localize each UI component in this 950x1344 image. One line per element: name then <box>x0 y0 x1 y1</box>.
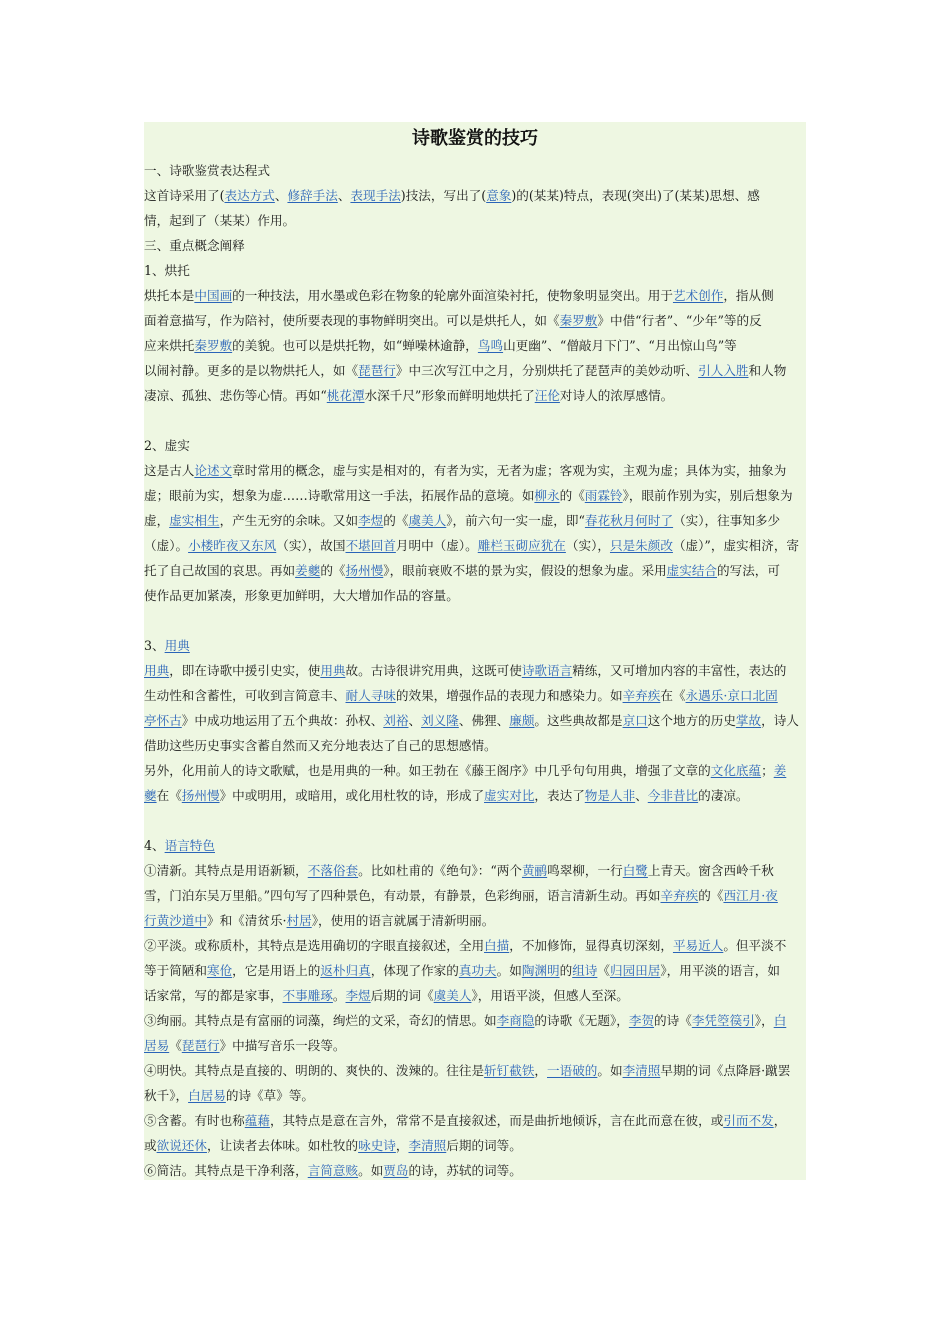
text-run: ，让读者去体味。如杜牧的 <box>206 1138 359 1153</box>
term-link[interactable]: 廉颇 <box>509 713 535 728</box>
text-run: 的写法，可 <box>717 563 780 578</box>
text-line <box>144 483 806 508</box>
term-link[interactable]: 表现手法 <box>350 188 401 203</box>
text-run: )的(某某)特点，表现(突出)了(某某)思想、感 <box>511 188 760 203</box>
text-line <box>144 783 806 808</box>
term-link[interactable]: 李清照 <box>622 1063 661 1078</box>
term-link[interactable]: 蕴藉 <box>244 1113 270 1128</box>
term-link[interactable]: 虚实结合 <box>666 563 718 578</box>
text-run: 面着意描写，作为陪衬，使所要表现的事物鲜明突出。可以是烘托人，如《 <box>144 313 560 328</box>
term-link[interactable]: 黄鹂 <box>521 863 548 878</box>
term-link[interactable]: 秦罗敷 <box>194 338 233 353</box>
text-run: 的《 <box>320 563 346 578</box>
text-run: 的《 <box>383 513 409 528</box>
text-run: 的美貌。也可以是烘托物，如“蝉噪林逾静， <box>232 338 478 353</box>
term-link[interactable]: 引而不发 <box>723 1113 774 1128</box>
text-run: 使作品更加紧凑，形象更加鲜明，大大增加作品的容量。 <box>144 588 459 603</box>
text-run: ，体现了作家的 <box>370 963 459 978</box>
text-run: 的诗，苏轼的词等。 <box>408 1163 522 1178</box>
text-run: （实），往事知多少 <box>673 513 781 528</box>
text-run: 》中描写音乐一段等。 <box>219 1038 346 1053</box>
text-line <box>144 1033 806 1058</box>
text-line <box>144 833 806 858</box>
text-run: )技法，写出了( <box>400 188 487 203</box>
text-run: 3、 <box>144 638 165 653</box>
text-run: 的《 <box>698 888 724 903</box>
text-run: ； <box>761 763 774 778</box>
text-line <box>144 233 806 258</box>
term-link[interactable]: 亭怀古 <box>144 713 182 728</box>
term-link[interactable]: 姜夔 <box>295 563 321 578</box>
text-line <box>144 433 806 458</box>
text-run: 对诗人的浓厚感情。 <box>559 388 674 403</box>
term-link[interactable]: 虞美人 <box>408 513 447 528</box>
term-link[interactable]: 李贺 <box>628 1013 655 1028</box>
term-link[interactable]: 雕栏玉砌应犹在 <box>477 538 566 553</box>
text-run: ，产生无穷的余味。又如 <box>219 513 359 528</box>
term-link[interactable]: 白 <box>773 1013 787 1028</box>
text-run: 凄凉、孤独、悲伤等心情。再如“ <box>144 388 327 403</box>
text-run: 托了自己故国的哀思。再如 <box>144 563 296 578</box>
text-line <box>144 508 806 533</box>
term-link[interactable]: 京口 <box>622 713 648 728</box>
term-link[interactable]: 中国画 <box>194 288 233 303</box>
text-run: （虚）。 <box>144 538 189 553</box>
text-run: 》，使用的语言就属于清新明丽。 <box>311 913 495 928</box>
text-run: 、 <box>337 188 351 203</box>
term-link[interactable]: 雨霖铃 <box>584 488 623 503</box>
text-line <box>144 758 806 783</box>
text-line <box>144 883 806 908</box>
text-line <box>144 1008 806 1033</box>
text-run: 话家常，写的都是家事， <box>144 988 283 1003</box>
blank-line <box>144 808 806 833</box>
term-link[interactable]: 扬州慢 <box>345 563 384 578</box>
term-link[interactable]: 艺术创作 <box>672 288 724 303</box>
term-link[interactable]: 不堪回首 <box>345 538 396 553</box>
text-run: 。这些典故都是 <box>534 713 623 728</box>
term-link[interactable]: 小楼昨夜又东风 <box>188 538 277 553</box>
text-run: 精练，又可增加内容的丰富性，表达的 <box>572 663 787 678</box>
text-run: 借助这些历史事实含蓄自然而又充分地表达了自己的思想感情。 <box>144 738 497 753</box>
text-run: 。比如杜甫的《绝句》：“两个 <box>358 863 522 878</box>
text-run: ，指从侧 <box>723 288 774 303</box>
term-link[interactable]: 引人入胜 <box>698 363 749 378</box>
term-link[interactable]: 姜 <box>773 763 787 778</box>
text-run: 《 <box>597 963 610 978</box>
text-run: 上青天。窗含西岭千秋 <box>647 863 774 878</box>
text-line <box>144 683 806 708</box>
text-run: 三、重点概念阐释 <box>144 238 245 253</box>
term-link[interactable]: 李清照 <box>408 1138 447 1153</box>
text-run: 章时常用的概念，虚与实是相对的，有者为实，无者为虚；客观为实，主观为虚；具体为实，抽象为 <box>232 463 787 478</box>
text-run: 应来烘托 <box>144 338 195 353</box>
term-link[interactable]: 村居 <box>286 913 312 928</box>
text-run: ，表达了 <box>534 788 585 803</box>
blank-line <box>144 608 806 633</box>
term-link[interactable]: 返朴归真 <box>320 963 371 978</box>
term-link[interactable]: 真功夫 <box>458 963 497 978</box>
text-run: 后期的词等。 <box>446 1138 522 1153</box>
term-link[interactable]: 李煜 <box>358 513 384 528</box>
page-title: 诗歌鉴赏的技巧 <box>412 128 538 149</box>
text-run: 》，前六句一实一虚，即“ <box>446 513 585 528</box>
text-line <box>144 583 806 608</box>
text-run: 鸣翠柳，一行 <box>547 863 623 878</box>
text-run: ，它是用语上的 <box>232 963 321 978</box>
text-run: 山更幽”、“僧敲月下门”、“月出惊山鸟”等 <box>503 338 737 353</box>
text-run: 生动性和含蓄性，可收到言简意丰、 <box>144 688 346 703</box>
text-run: 》中成功地运用了五个典故：孙权、 <box>181 713 384 728</box>
text-run: 情，起到了（某某）作用。 <box>144 213 296 228</box>
text-line <box>144 1133 806 1158</box>
text-run: 虚；眼前为实，想象为虚……诗歌常用这一手法，拓展作品的意境。如 <box>144 488 535 503</box>
text-run: 和人物 <box>748 363 787 378</box>
text-run: 这是古人 <box>144 463 195 478</box>
term-link[interactable]: 永遇乐·京口北固 <box>685 688 778 703</box>
text-run: ①清新。其特点是用语新颖， <box>144 863 308 878</box>
text-run: ， <box>773 1113 787 1128</box>
term-link[interactable]: 虚实相生 <box>169 513 220 528</box>
text-run: 的诗《草》等。 <box>225 1088 315 1103</box>
term-link[interactable]: 虞美人 <box>433 988 472 1003</box>
text-run: 。如 <box>496 963 522 978</box>
term-link[interactable]: 语言特色 <box>164 838 215 853</box>
term-link[interactable]: 白描 <box>484 938 510 953</box>
term-link[interactable]: 白鹭 <box>622 863 648 878</box>
text-run: 、佛狸、 <box>458 713 510 728</box>
term-link[interactable]: 陶渊明 <box>521 963 560 978</box>
text-run: 烘托本是 <box>144 288 195 303</box>
text-run: 这首诗采用了( <box>144 188 225 203</box>
term-link[interactable]: 李凭箜篌引 <box>691 1013 755 1028</box>
text-run: 1、烘托 <box>144 263 190 278</box>
term-link[interactable]: 欲说还休 <box>156 1138 207 1153</box>
document-body <box>144 158 806 1183</box>
text-line <box>144 1058 806 1083</box>
term-link[interactable]: 不落俗套 <box>307 863 359 878</box>
text-run: 的 <box>559 963 573 978</box>
term-link[interactable]: 扬州慢 <box>181 788 220 803</box>
text-run: ，诗人 <box>761 713 799 728</box>
text-line <box>144 1083 806 1108</box>
text-run: 后期的词《 <box>370 988 434 1003</box>
term-link[interactable]: 掌故 <box>735 713 762 728</box>
text-line <box>144 258 806 283</box>
document-page <box>144 122 806 1180</box>
text-run: ，即在诗歌中援引史实，使 <box>169 663 321 678</box>
text-line <box>144 558 806 583</box>
text-run: 》，眼前衰败不堪的景为实，假设的想象为虚。采用 <box>383 563 667 578</box>
text-run: 以闹衬静。更多的是以物烘托人，如《 <box>144 363 359 378</box>
text-run: 《 <box>169 1038 182 1053</box>
text-line <box>144 183 806 208</box>
term-link[interactable]: 虚实对比 <box>484 788 535 803</box>
text-run: 。如 <box>597 1063 623 1078</box>
term-link[interactable]: 秦罗敷 <box>559 313 598 328</box>
text-line <box>144 858 806 883</box>
text-run: 的诗《 <box>654 1013 692 1028</box>
term-link[interactable]: 寒伧 <box>206 963 233 978</box>
text-line <box>144 458 806 483</box>
term-link[interactable]: 行黄沙道中 <box>144 913 207 928</box>
term-link[interactable]: 贾岛 <box>383 1163 409 1178</box>
term-link[interactable]: 今非昔比 <box>647 788 699 803</box>
term-link[interactable]: 归园田居 <box>609 963 661 978</box>
text-run: ⑥简洁。其特点是干净利落， <box>144 1163 308 1178</box>
text-run: 的凄凉。 <box>698 788 749 803</box>
term-link[interactable]: 只是朱颜改 <box>609 538 673 553</box>
text-run: 另外，化用前人的诗文歌赋，也是用典的一种。如王勃在《藤王阁序》中几乎句句用典，增强了文章的 <box>144 763 711 778</box>
term-link[interactable]: 诗歌语言 <box>521 663 573 678</box>
text-run: 》，用平淡的语言，如 <box>660 963 780 978</box>
text-line <box>144 958 806 983</box>
term-link[interactable]: 言简意赅 <box>307 1163 359 1178</box>
text-run: ③绚丽。其特点是有富丽的词藻，绚烂的文采，奇幻的情思。如 <box>144 1013 497 1028</box>
text-run: （实），故国 <box>276 538 346 553</box>
term-link[interactable]: 不事雕琢 <box>282 988 333 1003</box>
term-link[interactable]: 组诗 <box>572 963 598 978</box>
text-run: 或 <box>144 1138 157 1153</box>
text-run: ，其特点是意在言外，常常不是直接叙述，而是曲折地倾诉，言在此而意在彼，或 <box>269 1113 724 1128</box>
text-run: 、 <box>635 788 648 803</box>
text-line <box>144 908 806 933</box>
text-run: 秋千》， <box>144 1088 189 1103</box>
text-run: 、 <box>408 713 422 728</box>
term-link[interactable]: 辛弃疾 <box>622 688 661 703</box>
term-link[interactable]: 琵琶行 <box>181 1038 220 1053</box>
term-link[interactable]: 咏史诗 <box>358 1138 396 1153</box>
text-line <box>144 533 806 558</box>
term-link[interactable]: 耐人寻味 <box>345 688 396 703</box>
text-line <box>144 933 806 958</box>
text-line <box>144 658 806 683</box>
text-run: 、 <box>274 188 288 203</box>
text-run: 水深千尺”形象而鲜明地烘托了 <box>364 388 535 403</box>
term-link[interactable]: 汪伦 <box>534 388 560 403</box>
text-run: 》，眼前作别为实，别后想象为 <box>622 488 793 503</box>
term-link[interactable]: 一语破的 <box>547 1063 598 1078</box>
text-run: ④明快。其特点是直接的、明朗的、爽快的、泼辣的。往往是 <box>144 1063 485 1078</box>
term-link[interactable]: 文化底蕴 <box>710 763 762 778</box>
term-link[interactable]: 平易近人 <box>672 938 724 953</box>
text-line <box>144 158 806 183</box>
term-link[interactable]: 白居易 <box>188 1088 226 1103</box>
text-run: 等于简陋和 <box>144 963 207 978</box>
term-link[interactable]: 李煜 <box>345 988 371 1003</box>
text-run: 月明中（虚）。 <box>395 538 478 553</box>
text-run: （实）， <box>565 538 610 553</box>
text-run: 》， <box>754 1013 774 1028</box>
text-run: 早期的词《点降唇·蹴罢 <box>660 1063 791 1078</box>
text-run: ⑤含蓄。有时也称 <box>144 1113 245 1128</box>
text-line <box>144 308 806 333</box>
term-link[interactable]: 刘裕 <box>383 713 409 728</box>
text-run: 的一种技法，用水墨或色彩在物象的轮廓外面渲染衬托，使物象明显突出。用于 <box>232 288 673 303</box>
term-link[interactable]: 西江月·夜 <box>723 888 778 903</box>
term-link[interactable]: 刘义隆 <box>421 713 459 728</box>
blank-line <box>144 408 806 433</box>
term-link[interactable]: 辛弃疾 <box>660 888 699 903</box>
text-run: ， <box>395 1138 409 1153</box>
text-run: 虚， <box>144 513 170 528</box>
text-run: 的效果，增强作品的表现力和感染力。如 <box>395 688 623 703</box>
text-line <box>144 983 806 1008</box>
text-run: 。但平淡不 <box>723 938 787 953</box>
text-run: 。如 <box>358 1163 384 1178</box>
text-run: ， <box>534 1063 547 1078</box>
term-link[interactable]: 夔 <box>144 788 157 803</box>
text-run: 在《 <box>660 688 686 703</box>
text-run: 故。古诗很讲究用典，这既可使 <box>345 663 522 678</box>
text-run: ②平淡。或称质朴，其特点是选用确切的字眼直接叙述，全用 <box>144 938 485 953</box>
text-run: 》和《清贫乐· <box>206 913 287 928</box>
text-run: 》中三次写江中之月，分别烘托了琵琶声的美妙动听、 <box>395 363 699 378</box>
text-line <box>144 708 806 733</box>
text-line <box>144 733 806 758</box>
text-line <box>144 383 806 408</box>
term-link[interactable]: 桃花潭 <box>326 388 365 403</box>
text-run: 。 <box>332 988 346 1003</box>
text-run: 的《 <box>559 488 585 503</box>
text-run: 的诗歌《无题》， <box>534 1013 629 1028</box>
text-run: 一、诗歌鉴赏表达程式 <box>144 163 270 178</box>
term-link[interactable]: 物是人非 <box>584 788 636 803</box>
text-run: 在《 <box>156 788 182 803</box>
term-link[interactable]: 论述文 <box>194 463 233 478</box>
text-run: （虚）”，虚实相济，寄 <box>672 538 800 553</box>
term-link[interactable]: 用典 <box>144 663 170 678</box>
text-run: 4、 <box>144 838 165 853</box>
text-line <box>144 358 806 383</box>
text-line <box>144 633 806 658</box>
term-link[interactable]: 李商隐 <box>496 1013 535 1028</box>
term-link[interactable]: 用典 <box>164 638 190 653</box>
text-line <box>144 208 806 233</box>
term-link[interactable]: 用典 <box>320 663 346 678</box>
term-link[interactable]: 琵琶行 <box>358 363 396 378</box>
term-link[interactable]: 表达方式 <box>224 188 275 203</box>
text-run: 雪，门泊东吴万里船。”四句写了四种景色，有动景，有静景，色彩绚丽，语言清新生动。再如 <box>144 888 661 903</box>
text-run: 》中或明用，或暗用，或化用杜牧的诗，形成了 <box>219 788 485 803</box>
term-link[interactable]: 斩钉截铁 <box>484 1063 535 1078</box>
text-run: 》中借“行者”、“少年”等的反 <box>597 313 762 328</box>
text-run: 2、虚实 <box>144 438 190 453</box>
term-link[interactable]: 柳永 <box>534 488 560 503</box>
text-run: ，不加修饰，显得真切深刻， <box>509 938 673 953</box>
text-line <box>144 283 806 308</box>
term-link[interactable]: 鸟鸣 <box>477 338 504 353</box>
term-link[interactable]: 修辞手法 <box>287 188 338 203</box>
term-link[interactable]: 意象 <box>486 188 512 203</box>
text-run: 这个地方的历史 <box>647 713 736 728</box>
text-line <box>144 1158 806 1183</box>
text-run: 》，用语平淡，但感人至深。 <box>471 988 629 1003</box>
text-line <box>144 333 806 358</box>
term-link[interactable]: 春花秋月何时了 <box>584 513 674 528</box>
text-line <box>144 1108 806 1133</box>
term-link[interactable]: 居易 <box>144 1038 170 1053</box>
